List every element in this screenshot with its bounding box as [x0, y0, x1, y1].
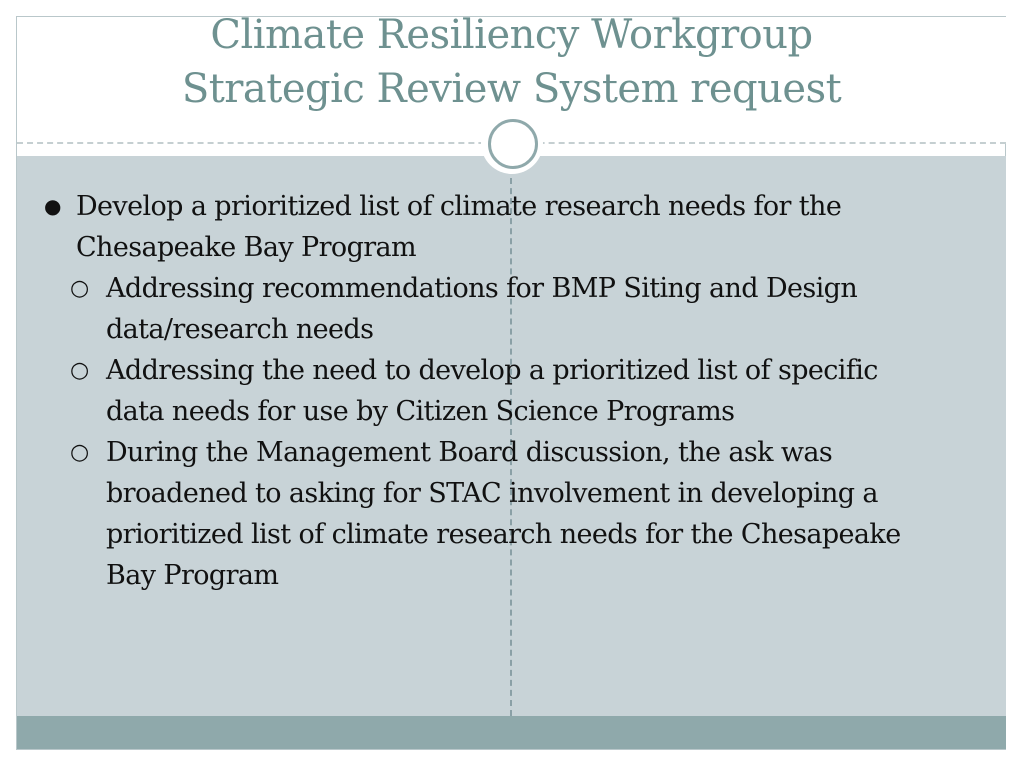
title-line-2: Strategic Review System request: [181, 66, 842, 112]
circle-ornament-icon: [481, 112, 543, 174]
ornament-ring: [488, 119, 538, 169]
hollow-bullet-icon: ○: [70, 276, 89, 301]
sub-bullet-text: Addressing recommendations for BMP Siting and Design data/research needs: [106, 273, 858, 345]
footer-bar: [17, 716, 1006, 749]
main-bullet-item: [44, 186, 924, 268]
sub-bullet-text: Addressing the need to develop a prioritized list of specific data needs for use by Citizen Science Programs: [106, 355, 878, 427]
slide-title: [17, 8, 1006, 116]
title-line-1: Climate Resiliency Workgroup: [210, 12, 813, 58]
filled-bullet-icon: ●: [44, 194, 61, 218]
main-bullet-text: Develop a prioritized list of climate research needs for the Chesapeake Bay Program: [76, 191, 842, 263]
sub-bullet-text: During the Management Board discussion, the ask was broadened to asking for STAC involvement in developing a prioritized list of climate research needs for the Chesapeake Bay Program: [106, 437, 901, 591]
sub-bullet-item: [44, 268, 924, 350]
bullet-list: [44, 186, 924, 596]
sub-bullet-item: [44, 432, 924, 596]
hollow-bullet-icon: ○: [70, 440, 89, 465]
hollow-bullet-icon: ○: [70, 358, 89, 383]
sub-bullet-item: [44, 350, 924, 432]
